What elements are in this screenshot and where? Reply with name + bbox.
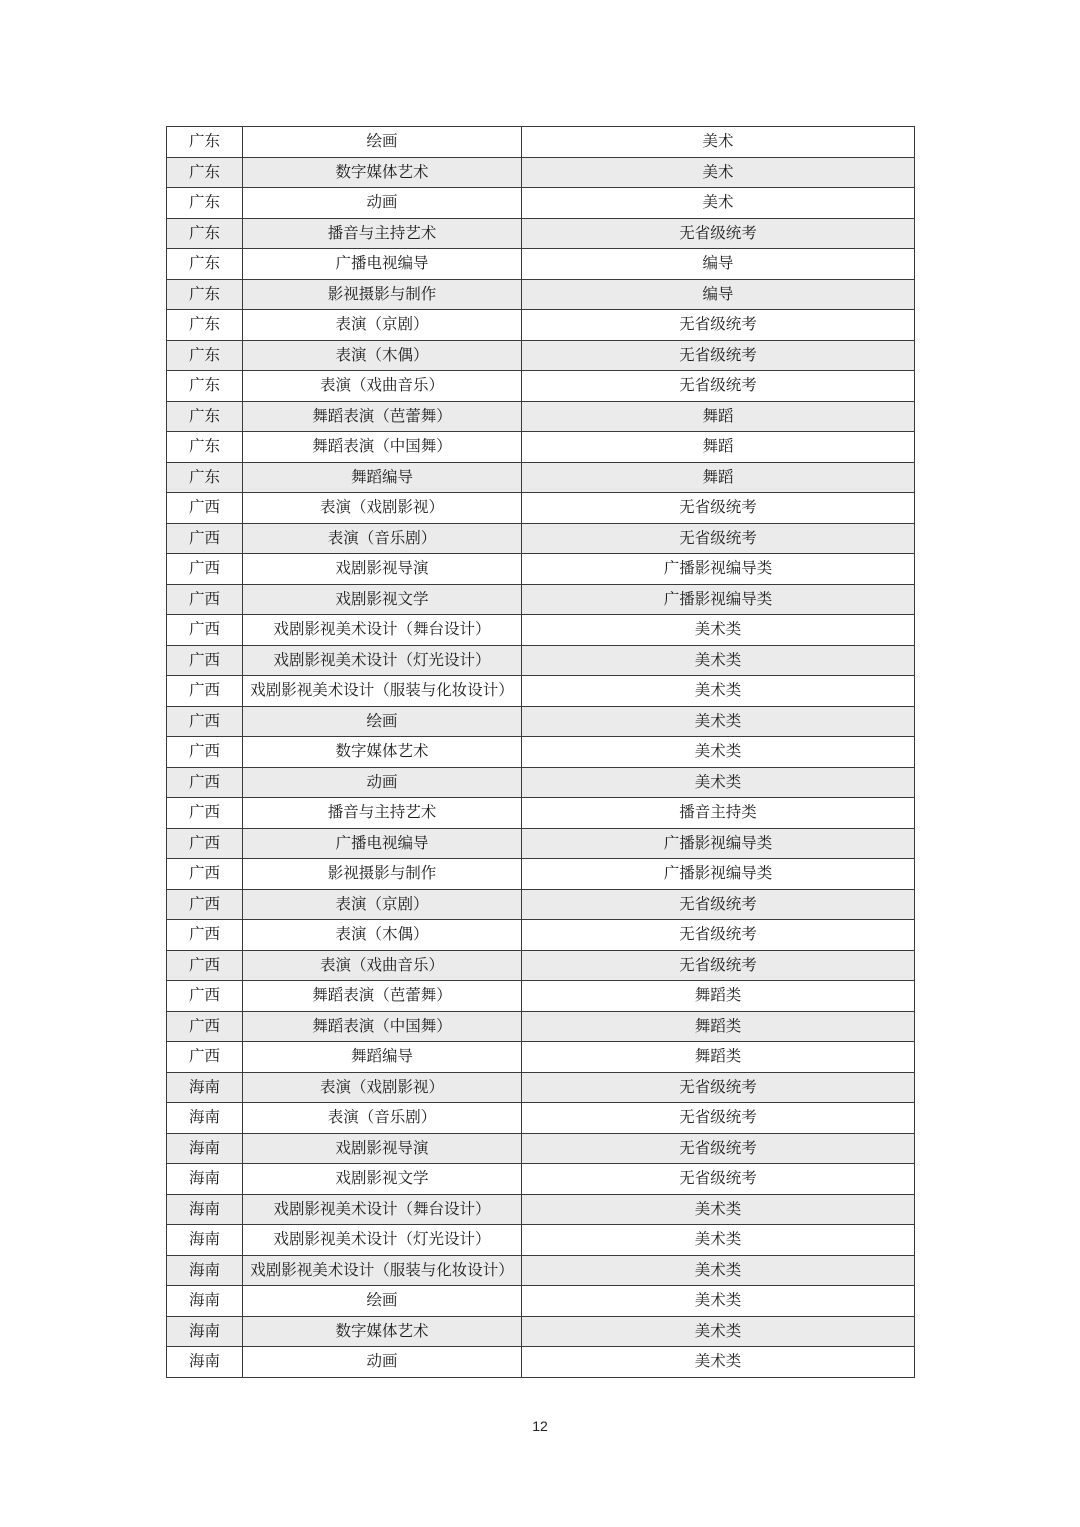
province-cell: 广西 bbox=[167, 920, 243, 951]
table-row bbox=[167, 950, 915, 981]
table-row bbox=[167, 767, 915, 798]
major-cell: 戏剧影视美术设计（舞台设计） bbox=[243, 1194, 522, 1225]
exam-category-cell: 广播影视编导类 bbox=[522, 554, 915, 585]
province-cell: 广东 bbox=[167, 432, 243, 463]
major-cell: 表演（戏剧影视） bbox=[243, 493, 522, 524]
exam-category-cell: 无省级统考 bbox=[522, 371, 915, 402]
major-cell: 舞蹈编导 bbox=[243, 1042, 522, 1073]
table-row bbox=[167, 462, 915, 493]
exam-category-cell: 舞蹈类 bbox=[522, 1042, 915, 1073]
province-cell: 广西 bbox=[167, 1042, 243, 1073]
table-row bbox=[167, 981, 915, 1012]
exam-category-cell: 广播影视编导类 bbox=[522, 584, 915, 615]
table-row bbox=[167, 1316, 915, 1347]
major-cell: 广播电视编导 bbox=[243, 249, 522, 280]
table-row bbox=[167, 340, 915, 371]
province-cell: 广东 bbox=[167, 127, 243, 158]
exam-category-cell: 美术类 bbox=[522, 1286, 915, 1317]
major-cell: 表演（戏剧影视） bbox=[243, 1072, 522, 1103]
table-row bbox=[167, 127, 915, 158]
province-cell: 广东 bbox=[167, 310, 243, 341]
exam-category-cell: 无省级统考 bbox=[522, 920, 915, 951]
exam-category-cell: 无省级统考 bbox=[522, 493, 915, 524]
exam-category-cell: 美术类 bbox=[522, 1255, 915, 1286]
province-cell: 海南 bbox=[167, 1164, 243, 1195]
exam-category-cell: 美术类 bbox=[522, 615, 915, 646]
exam-category-cell: 美术类 bbox=[522, 1347, 915, 1378]
major-cell: 播音与主持艺术 bbox=[243, 798, 522, 829]
province-cell: 广东 bbox=[167, 249, 243, 280]
major-cell: 动画 bbox=[243, 1347, 522, 1378]
major-cell: 表演（京剧） bbox=[243, 310, 522, 341]
table-row bbox=[167, 523, 915, 554]
exam-category-cell: 舞蹈 bbox=[522, 401, 915, 432]
table-row bbox=[167, 1347, 915, 1378]
major-cell: 表演（音乐剧） bbox=[243, 1103, 522, 1134]
major-cell: 播音与主持艺术 bbox=[243, 218, 522, 249]
major-cell: 广播电视编导 bbox=[243, 828, 522, 859]
exam-category-cell: 美术 bbox=[522, 157, 915, 188]
province-cell: 海南 bbox=[167, 1133, 243, 1164]
province-cell: 海南 bbox=[167, 1255, 243, 1286]
table-row bbox=[167, 1255, 915, 1286]
exam-category-cell: 编导 bbox=[522, 249, 915, 280]
exam-category-cell: 舞蹈 bbox=[522, 462, 915, 493]
province-cell: 广西 bbox=[167, 493, 243, 524]
province-cell: 广东 bbox=[167, 462, 243, 493]
province-cell: 广东 bbox=[167, 371, 243, 402]
major-cell: 数字媒体艺术 bbox=[243, 157, 522, 188]
table-row bbox=[167, 706, 915, 737]
exam-category-cell: 美术 bbox=[522, 127, 915, 158]
exam-category-cell: 美术类 bbox=[522, 1194, 915, 1225]
province-cell: 广西 bbox=[167, 706, 243, 737]
major-cell: 影视摄影与制作 bbox=[243, 859, 522, 890]
province-cell: 广西 bbox=[167, 950, 243, 981]
province-cell: 广东 bbox=[167, 279, 243, 310]
table-row bbox=[167, 920, 915, 951]
table-row bbox=[167, 1225, 915, 1256]
exam-category-cell: 编导 bbox=[522, 279, 915, 310]
exam-category-cell: 美术类 bbox=[522, 706, 915, 737]
province-cell: 海南 bbox=[167, 1103, 243, 1134]
major-cell: 戏剧影视导演 bbox=[243, 1133, 522, 1164]
page-number: 12 bbox=[532, 1418, 548, 1434]
table-row bbox=[167, 1103, 915, 1134]
exam-category-cell: 无省级统考 bbox=[522, 889, 915, 920]
major-cell: 影视摄影与制作 bbox=[243, 279, 522, 310]
province-cell: 广西 bbox=[167, 981, 243, 1012]
province-cell: 广西 bbox=[167, 737, 243, 768]
major-cell: 戏剧影视美术设计（服装与化妆设计） bbox=[243, 676, 522, 707]
table-row bbox=[167, 828, 915, 859]
table-row bbox=[167, 371, 915, 402]
major-cell: 戏剧影视美术设计（灯光设计） bbox=[243, 1225, 522, 1256]
province-cell: 广西 bbox=[167, 676, 243, 707]
table-row bbox=[167, 249, 915, 280]
table-row bbox=[167, 432, 915, 463]
major-cell: 表演（京剧） bbox=[243, 889, 522, 920]
exam-category-cell: 美术类 bbox=[522, 645, 915, 676]
table-row bbox=[167, 493, 915, 524]
table-row bbox=[167, 1072, 915, 1103]
exam-category-cell: 美术 bbox=[522, 188, 915, 219]
province-cell: 广东 bbox=[167, 188, 243, 219]
table-row bbox=[167, 798, 915, 829]
table-row bbox=[167, 218, 915, 249]
province-cell: 广西 bbox=[167, 828, 243, 859]
province-cell: 广西 bbox=[167, 645, 243, 676]
table-row bbox=[167, 279, 915, 310]
major-cell: 戏剧影视文学 bbox=[243, 1164, 522, 1195]
table-row bbox=[167, 1194, 915, 1225]
table-row bbox=[167, 615, 915, 646]
province-cell: 海南 bbox=[167, 1194, 243, 1225]
major-cell: 戏剧影视美术设计（服装与化妆设计） bbox=[243, 1255, 522, 1286]
major-cell: 舞蹈表演（中国舞） bbox=[243, 1011, 522, 1042]
table-row bbox=[167, 401, 915, 432]
table-row bbox=[167, 157, 915, 188]
province-cell: 广西 bbox=[167, 798, 243, 829]
major-cell: 戏剧影视文学 bbox=[243, 584, 522, 615]
province-cell: 广西 bbox=[167, 615, 243, 646]
table-row bbox=[167, 1042, 915, 1073]
major-cell: 舞蹈编导 bbox=[243, 462, 522, 493]
exam-category-cell: 美术类 bbox=[522, 1316, 915, 1347]
major-cell: 表演（木偶） bbox=[243, 340, 522, 371]
province-cell: 广西 bbox=[167, 584, 243, 615]
province-cell: 广西 bbox=[167, 1011, 243, 1042]
table-row bbox=[167, 554, 915, 585]
major-cell: 绘画 bbox=[243, 1286, 522, 1317]
province-cell: 海南 bbox=[167, 1072, 243, 1103]
exam-category-cell: 无省级统考 bbox=[522, 1133, 915, 1164]
major-cell: 数字媒体艺术 bbox=[243, 1316, 522, 1347]
province-cell: 广东 bbox=[167, 157, 243, 188]
province-cell: 海南 bbox=[167, 1225, 243, 1256]
major-cell: 表演（戏曲音乐） bbox=[243, 371, 522, 402]
major-cell: 绘画 bbox=[243, 127, 522, 158]
exam-category-cell: 广播影视编导类 bbox=[522, 828, 915, 859]
exam-category-cell: 舞蹈 bbox=[522, 432, 915, 463]
province-cell: 广西 bbox=[167, 889, 243, 920]
province-cell: 广东 bbox=[167, 340, 243, 371]
table-row bbox=[167, 188, 915, 219]
exam-category-cell: 美术类 bbox=[522, 676, 915, 707]
table-row bbox=[167, 1286, 915, 1317]
major-cell: 表演（木偶） bbox=[243, 920, 522, 951]
major-cell: 舞蹈表演（芭蕾舞） bbox=[243, 981, 522, 1012]
province-cell: 广东 bbox=[167, 401, 243, 432]
exam-category-cell: 舞蹈类 bbox=[522, 1011, 915, 1042]
exam-category-cell: 无省级统考 bbox=[522, 1164, 915, 1195]
exam-category-cell: 无省级统考 bbox=[522, 1072, 915, 1103]
major-cell: 戏剧影视美术设计（舞台设计） bbox=[243, 615, 522, 646]
major-cell: 戏剧影视美术设计（灯光设计） bbox=[243, 645, 522, 676]
exam-category-cell: 无省级统考 bbox=[522, 310, 915, 341]
province-cell: 广西 bbox=[167, 554, 243, 585]
exam-category-cell: 无省级统考 bbox=[522, 340, 915, 371]
majors-table-body bbox=[167, 127, 915, 1378]
major-cell: 绘画 bbox=[243, 706, 522, 737]
exam-category-cell: 舞蹈类 bbox=[522, 981, 915, 1012]
exam-category-cell: 美术类 bbox=[522, 767, 915, 798]
province-cell: 海南 bbox=[167, 1286, 243, 1317]
exam-category-cell: 播音主持类 bbox=[522, 798, 915, 829]
exam-category-cell: 无省级统考 bbox=[522, 1103, 915, 1134]
province-cell: 广西 bbox=[167, 859, 243, 890]
province-cell: 广西 bbox=[167, 767, 243, 798]
province-cell: 广东 bbox=[167, 218, 243, 249]
major-cell: 舞蹈表演（芭蕾舞） bbox=[243, 401, 522, 432]
exam-category-cell: 广播影视编导类 bbox=[522, 859, 915, 890]
major-cell: 动画 bbox=[243, 767, 522, 798]
province-cell: 广西 bbox=[167, 523, 243, 554]
major-cell: 动画 bbox=[243, 188, 522, 219]
major-cell: 表演（戏曲音乐） bbox=[243, 950, 522, 981]
table-row bbox=[167, 584, 915, 615]
exam-category-cell: 无省级统考 bbox=[522, 218, 915, 249]
province-cell: 海南 bbox=[167, 1316, 243, 1347]
table-row bbox=[167, 889, 915, 920]
table-row bbox=[167, 310, 915, 341]
exam-category-cell: 美术类 bbox=[522, 1225, 915, 1256]
table-row bbox=[167, 1133, 915, 1164]
province-cell: 海南 bbox=[167, 1347, 243, 1378]
table-row bbox=[167, 737, 915, 768]
majors-table bbox=[166, 126, 915, 1378]
major-cell: 舞蹈表演（中国舞） bbox=[243, 432, 522, 463]
table-row bbox=[167, 676, 915, 707]
table-row bbox=[167, 1164, 915, 1195]
exam-category-cell: 无省级统考 bbox=[522, 950, 915, 981]
table-row bbox=[167, 859, 915, 890]
major-cell: 表演（音乐剧） bbox=[243, 523, 522, 554]
major-cell: 戏剧影视导演 bbox=[243, 554, 522, 585]
exam-category-cell: 无省级统考 bbox=[522, 523, 915, 554]
table-row bbox=[167, 645, 915, 676]
exam-category-cell: 美术类 bbox=[522, 737, 915, 768]
table-row bbox=[167, 1011, 915, 1042]
major-cell: 数字媒体艺术 bbox=[243, 737, 522, 768]
